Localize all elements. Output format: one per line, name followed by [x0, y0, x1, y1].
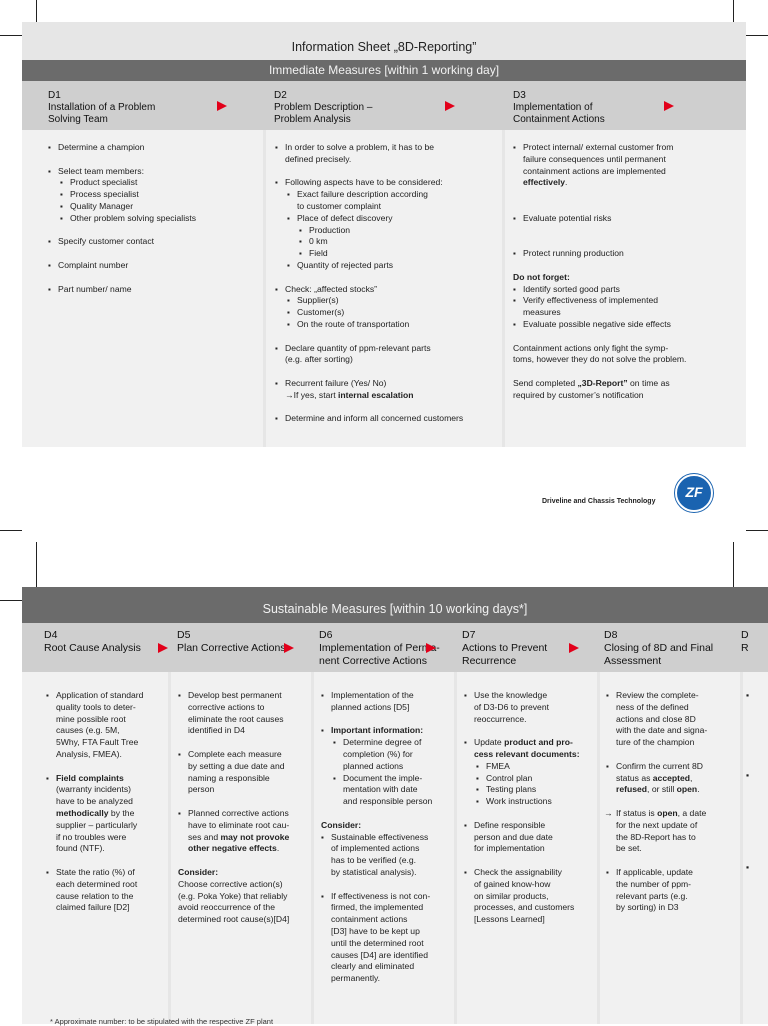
- d9-bullet: ▪: [746, 862, 750, 872]
- list-item: ▪ Check: „affected stocks”: [275, 284, 497, 296]
- list-item: ▪ Following aspects have to be considered:: [275, 177, 497, 189]
- list-item: found (NTF).: [56, 843, 105, 854]
- list-item: with the date and signa-: [616, 725, 708, 736]
- list-item: ▪ Complaint number: [48, 260, 258, 272]
- list-item: ▪ Testing plans: [464, 784, 599, 796]
- column-header-d8: [604, 629, 713, 668]
- list-item: identified in D4: [188, 725, 245, 736]
- list-item: for the next update of: [616, 819, 698, 830]
- d3-fight-line1: Containment actions only fight the symp-: [513, 342, 669, 353]
- list-item: (e.g. after sorting): [285, 354, 353, 365]
- list-item: containment actions: [331, 914, 408, 925]
- d3-protect-line3: containment actions are implemented: [523, 165, 666, 176]
- d3-fight-line2: toms, however they do not solve the problem.: [513, 354, 687, 365]
- zf-logo: [675, 474, 713, 512]
- column-title: Implementation of Perma-: [319, 642, 440, 654]
- d8-confirm-cont: refused, or still open.: [616, 784, 700, 795]
- d7-list: [464, 690, 599, 926]
- crop-mark: [733, 542, 734, 587]
- list-item: ness of the defined: [616, 701, 689, 712]
- d6-list: [321, 690, 456, 985]
- column-code: D8: [604, 629, 618, 641]
- arrow-icon: [569, 643, 579, 653]
- d1-code: D1: [48, 90, 61, 101]
- d4-list: [46, 690, 166, 914]
- d4-method: methodically by the: [56, 807, 135, 818]
- column-title: Assessment: [604, 655, 662, 667]
- d8-status-open: → If status is open, a date: [604, 807, 707, 818]
- list-item: ▪ Define responsible: [464, 820, 599, 832]
- d3-send-line2: required by customer’s notification: [513, 389, 644, 400]
- d3-send-line1: Send completed „3D-Report” on time as: [513, 377, 670, 388]
- d3-code: D3: [513, 90, 526, 101]
- column-code: D4: [44, 629, 58, 641]
- list-item: processes, and customers: [474, 902, 575, 913]
- d9-body: [743, 672, 768, 1024]
- column-title: Plan Corrective Actions: [177, 642, 286, 654]
- list-item: ▪ Develop best permanent: [178, 690, 313, 702]
- list-item: ▪ Quality Manager: [48, 201, 258, 213]
- d3-forget-item: ▪ Identify sorted good parts: [513, 284, 741, 296]
- list-item: ▪ Declare quantity of ppm-relevant parts: [275, 343, 497, 355]
- d6-consider: Consider:: [321, 819, 362, 830]
- d3-header: [513, 90, 605, 126]
- list-item: ▪ Process specialist: [48, 189, 258, 201]
- list-item: (e.g. Poka Yoke) that reliably: [178, 890, 288, 901]
- list-item: planned actions [D5]: [331, 701, 410, 712]
- list-item: ▪ Complete each measure: [178, 749, 313, 761]
- list-item: causes [D4] are identified: [331, 949, 428, 960]
- list-item: avoid reoccurrence of the: [178, 902, 275, 913]
- crop-mark: [0, 600, 22, 601]
- d3-protect-line4: effectively.: [523, 177, 568, 188]
- spacer: [275, 331, 497, 343]
- zf-logo-text: ZF: [685, 484, 703, 500]
- crop-mark: [746, 530, 768, 531]
- d2-title-line1: Problem Description –: [274, 102, 373, 113]
- list-item: mentation with date: [343, 784, 418, 795]
- list-item: quality tools to deter-: [56, 701, 136, 712]
- list-item: of implemented actions: [331, 843, 420, 854]
- list-item: ▪ On the route of transportation: [275, 319, 497, 331]
- d9-bullet: ▪: [746, 770, 750, 780]
- list-item: permanently.: [331, 973, 381, 984]
- column-title: [177, 655, 286, 668]
- sheet-title: Information Sheet „8D-Reporting”: [291, 40, 477, 54]
- column-header-d6: [319, 629, 440, 668]
- d5-planned: ▪ Planned corrective actions: [178, 808, 313, 820]
- list-item: ▪ Work instructions: [464, 796, 599, 808]
- spacer: [275, 166, 497, 178]
- sustainable-measures-card: [22, 587, 768, 1024]
- list-item: the number of ppm-: [616, 878, 691, 889]
- list-item: ▪ Select team members:: [48, 166, 258, 178]
- d8-confirm: ▪ Confirm the current 8D: [606, 761, 741, 773]
- list-item: by setting a due date and: [188, 760, 285, 771]
- spacer: [48, 154, 258, 166]
- list-item: have to be analyzed: [56, 796, 133, 807]
- d7-update: ▪ Update product and pro-: [464, 737, 599, 749]
- list-item: claimed failure [D2]: [56, 902, 130, 913]
- d1-title-line1: Installation of a Problem: [48, 102, 156, 113]
- d2-title-line2: Problem Analysis: [274, 114, 351, 125]
- list-item: ▪ Other problem solving specialists: [48, 213, 258, 225]
- list-item: ▪ Place of defect discovery: [275, 213, 497, 225]
- d3-list: [513, 142, 741, 402]
- column-code: D: [741, 629, 749, 641]
- d3-forget-item-cont: measures: [523, 307, 561, 318]
- arrow-icon: [426, 643, 436, 653]
- crop-mark: [0, 530, 22, 531]
- information-sheet-card: [22, 22, 746, 447]
- division-label: Driveline and Chassis Technology: [542, 498, 656, 505]
- d1-title-line2: Solving Team: [48, 114, 108, 125]
- d5-planned-cont: other negative effects.: [188, 843, 280, 854]
- list-item: ▪ If applicable, update: [606, 867, 741, 879]
- list-item: ▪ Product specialist: [48, 177, 258, 189]
- list-item: determined root cause(s)[D4]: [178, 914, 290, 925]
- d6-important: ▪ Important information:: [321, 725, 456, 737]
- list-item: for implementation: [474, 843, 545, 854]
- list-item: person and due date: [474, 831, 553, 842]
- column-header-d: [741, 629, 749, 668]
- list-item: reoccurrence.: [474, 713, 527, 724]
- list-item: ▪ Specify customer contact: [48, 236, 258, 248]
- d3-protect: ▪ Protect internal/ external customer from: [513, 142, 741, 154]
- list-item: by statistical analysis).: [331, 866, 417, 877]
- crop-mark: [746, 35, 768, 36]
- list-item: ▪ Recurrent failure (Yes/ No): [275, 378, 497, 390]
- list-item: mine possible root: [56, 713, 126, 724]
- list-item: the 8D-Report has to: [616, 831, 696, 842]
- crop-mark: [36, 0, 37, 22]
- arrow-icon: [158, 643, 168, 653]
- arrow-icon: [445, 101, 455, 111]
- list-item: completion (%) for: [343, 748, 413, 759]
- d1-list: [48, 142, 258, 295]
- list-item: ▪ Review the complete-: [606, 690, 741, 702]
- column-code: D6: [319, 629, 333, 641]
- list-item: ▪ If effectiveness is not con-: [321, 891, 456, 903]
- list-item: relevant parts (e.g.: [616, 890, 688, 901]
- list-item: actions and close 8D: [616, 713, 696, 724]
- column-header-d7: [462, 629, 547, 668]
- crop-mark: [733, 0, 734, 22]
- d3-do-not-forget: Do not forget:: [513, 271, 570, 282]
- spacer: [275, 272, 497, 284]
- list-item: planned actions: [343, 760, 404, 771]
- immediate-measures-band: Immediate Measures [within 1 working day]: [22, 60, 746, 81]
- d3-forget-item: ▪ Verify effectiveness of implemented: [513, 295, 741, 307]
- list-item: by sorting) in D3: [616, 902, 679, 913]
- column-code: D7: [462, 629, 476, 641]
- d5-planned-cont: ses and may not provoke: [188, 831, 290, 842]
- list-item: cause relation to the: [56, 890, 134, 901]
- list-item: ▪ Determine degree of: [321, 737, 456, 749]
- d2-code: D2: [274, 90, 287, 101]
- list-item: ▪ Sustainable effectiveness: [321, 832, 456, 844]
- arrow-icon: [284, 643, 294, 653]
- list-item: eliminate the root causes: [188, 713, 284, 724]
- list-item: on similar products,: [474, 890, 549, 901]
- column-title: [44, 655, 141, 668]
- list-item: corrective actions to: [188, 701, 265, 712]
- list-item: ▪ Quantity of rejected parts: [275, 260, 497, 272]
- list-item: ▪ Part number/ name: [48, 284, 258, 296]
- list-item: of gained know-how: [474, 878, 551, 889]
- d9-bullet: ▪: [746, 690, 750, 700]
- list-item: ▪ Control plan: [464, 773, 599, 785]
- list-item: ture of the champion: [616, 737, 695, 748]
- d3-protect-line2: failure consequences until permanent: [523, 153, 666, 164]
- footnote: * Approximate number: to be stipulated with the respective ZF plant: [50, 1017, 274, 1026]
- list-item: be set.: [616, 843, 642, 854]
- list-item: ▪ Production: [275, 225, 497, 237]
- spacer: [275, 366, 497, 378]
- column-title: [741, 655, 749, 668]
- list-item: (warranty incidents): [56, 784, 131, 795]
- list-item: ▪ Use the knowledge: [464, 690, 599, 702]
- list-item: defined precisely.: [285, 153, 352, 164]
- list-item: until the determined root: [331, 937, 424, 948]
- list-item: [Lessons Learned]: [474, 914, 545, 925]
- spacer: [48, 225, 258, 237]
- list-item: ▪ FMEA: [464, 761, 599, 773]
- column-title: nent Corrective Actions: [319, 655, 427, 667]
- list-item: ▪ Determine a champion: [48, 142, 258, 154]
- list-item: has to be verified (e.g.: [331, 855, 417, 866]
- column-title: Actions to Prevent: [462, 642, 548, 654]
- arrow-icon: [217, 101, 227, 111]
- list-item: ▪ Field: [275, 248, 497, 260]
- column-title: Closing of 8D and Final: [604, 642, 714, 654]
- list-item: ▪ State the ratio (%) of: [46, 867, 166, 879]
- list-item: and responsible person: [343, 796, 433, 807]
- list-item: [D3] have to be kept up: [331, 925, 420, 936]
- spacer: [48, 272, 258, 284]
- d5-consider: Consider:: [178, 866, 219, 877]
- list-item: each determined root: [56, 878, 138, 889]
- list-item: clearly and eliminated: [331, 961, 415, 972]
- list-item: ▪ 0 km: [275, 236, 497, 248]
- list-item: ▪ Application of standard: [46, 690, 166, 702]
- list-item: ▪ In order to solve a problem, it has to be: [275, 142, 497, 154]
- d3-title-line2: Containment Actions: [513, 114, 605, 125]
- d3-risks: ▪ Evaluate potential risks: [513, 213, 741, 225]
- list-item: ▪ Document the imple-: [321, 773, 456, 785]
- column-title: R: [741, 642, 749, 654]
- crop-mark: [36, 542, 37, 587]
- d2-header: [274, 90, 372, 126]
- d8-list: [606, 690, 741, 914]
- list-item: if no troubles were: [56, 831, 127, 842]
- list-item: Choose corrective action(s): [178, 878, 283, 889]
- d2-list: [275, 142, 497, 425]
- column-header-d4: [44, 629, 141, 668]
- d5-list: [178, 690, 313, 926]
- d8-confirm-cont: status as accepted,: [616, 772, 693, 783]
- list-item: 5Why, FTA Fault Tree: [56, 737, 139, 748]
- sustainable-measures-band: Sustainable Measures [within 10 working days*]: [22, 587, 768, 623]
- list-item: of D3-D6 to prevent: [474, 701, 549, 712]
- list-item: ▪ Supplier(s): [275, 295, 497, 307]
- column-title: Recurrence: [462, 655, 517, 667]
- list-item: to customer complaint: [297, 200, 382, 211]
- list-item: naming a responsible: [188, 772, 270, 783]
- list-item: ▪ Exact failure description according: [275, 189, 497, 201]
- list-item: ▪ Check the assignability: [464, 867, 599, 879]
- spacer: [48, 248, 258, 260]
- crop-mark: [0, 35, 22, 36]
- arrow-icon: [664, 101, 674, 111]
- list-item: →If yes, start internal escalation: [285, 389, 414, 400]
- spacer: [275, 402, 497, 414]
- d5-planned-cont: have to eliminate root cau-: [188, 819, 290, 830]
- d3-running: ▪ Protect running production: [513, 248, 741, 260]
- d1-header: [48, 90, 155, 126]
- d4-field: ▪ Field complaints: [46, 773, 166, 785]
- column-title: Root Cause Analysis: [44, 642, 141, 654]
- list-item: firmed, the implemented: [331, 902, 424, 913]
- list-item: supplier – particularly: [56, 819, 138, 830]
- column-header-d5: [177, 629, 286, 668]
- d3-title-line1: Implementation of: [513, 102, 593, 113]
- list-item: ▪ Implementation of the: [321, 690, 456, 702]
- column-code: D5: [177, 629, 191, 641]
- list-item: causes (e.g. 5M,: [56, 725, 120, 736]
- list-item: person: [188, 784, 215, 795]
- d7-update-cont: cess relevant documents:: [474, 748, 580, 759]
- list-item: Analysis, FMEA).: [56, 748, 122, 759]
- d3-forget-item: ▪ Evaluate possible negative side effects: [513, 319, 741, 331]
- list-item: ▪ Customer(s): [275, 307, 497, 319]
- list-item: ▪ Determine and inform all concerned customers: [275, 413, 497, 425]
